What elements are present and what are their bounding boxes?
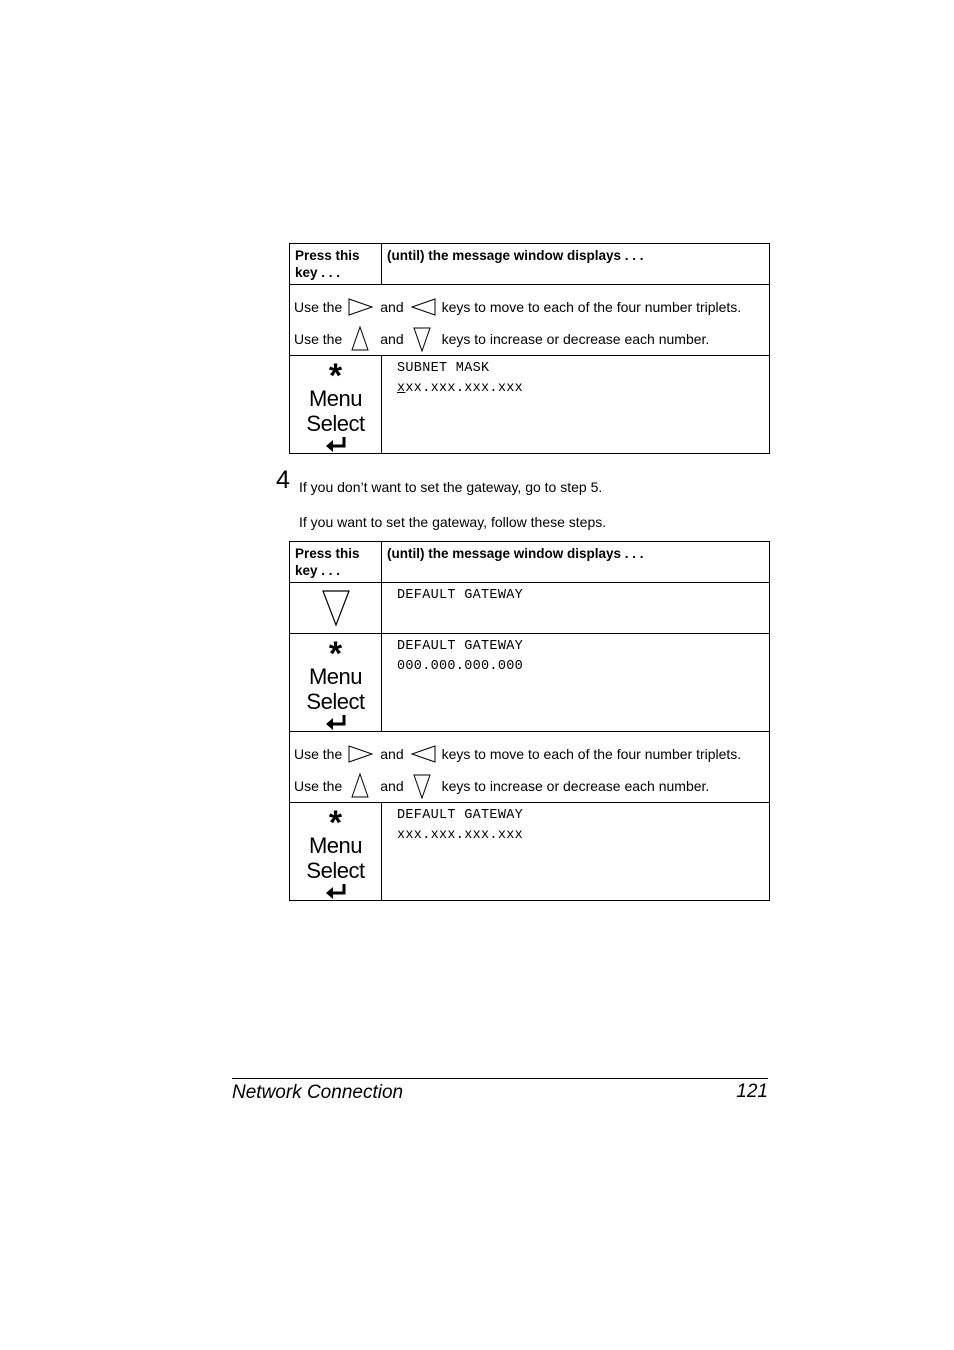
lcd-display-cell xyxy=(382,803,770,901)
down-arrow-key-icon xyxy=(321,589,351,627)
header-key-cell xyxy=(290,542,382,583)
key-sequence-table-1 xyxy=(289,243,770,454)
menu-select-key-icon: * Menu Select xyxy=(290,634,381,730)
menu-select-key-cell xyxy=(290,803,382,901)
menu-key-label: Menu xyxy=(308,386,363,411)
select-key-label: Select xyxy=(306,858,365,883)
left-arrow-key-icon xyxy=(410,297,436,317)
step-number: 4 xyxy=(276,466,290,494)
instruction-move-text: keys to move to each of the four number triplets. xyxy=(441,299,742,315)
lcd-cursor-char: x xyxy=(397,380,406,396)
menu-key-label: Menu xyxy=(308,664,363,689)
header-key-label: Press this key . . . xyxy=(295,248,360,280)
right-arrow-key-icon xyxy=(348,744,374,764)
instruction-line-change xyxy=(294,770,769,802)
menu-select-key-cell xyxy=(290,634,382,732)
lcd-line-2: xx.xxx.xxx.xxx xyxy=(405,380,524,396)
lcd-line-1: DEFAULT GATEWAY xyxy=(397,588,524,603)
lcd-display-cell xyxy=(382,356,770,454)
instruction-and-text: and xyxy=(380,746,404,762)
lcd-line-1: DEFAULT GATEWAY xyxy=(397,808,524,823)
menu-select-key-icon: * Menu Select xyxy=(290,803,381,899)
menu-select-key-icon: * Menu Select xyxy=(290,356,381,452)
lcd-display xyxy=(382,356,769,398)
instruction-and-text: and xyxy=(380,331,404,347)
menu-select-key-cell xyxy=(290,356,382,454)
select-key-label: Select xyxy=(306,689,365,714)
down-arrow-key-icon xyxy=(412,773,432,799)
lcd-line-1: SUBNET MASK xyxy=(397,361,490,376)
up-arrow-key-icon xyxy=(350,326,370,352)
header-display-cell xyxy=(382,542,770,583)
left-arrow-key-icon xyxy=(410,744,436,764)
footer-rule xyxy=(232,1078,768,1079)
step-text-skip: If you don’t want to set the gateway, go to step 5. xyxy=(299,479,603,495)
step-text-follow: If you want to set the gateway, follow these steps. xyxy=(299,514,607,530)
footer-page-number: 121 xyxy=(736,1081,768,1102)
lcd-line-1: DEFAULT GATEWAY xyxy=(397,639,524,654)
instruction-change-text: keys to increase or decrease each number. xyxy=(441,331,710,347)
instruction-line-change xyxy=(294,323,769,355)
right-arrow-key-icon xyxy=(348,297,374,317)
up-arrow-key-icon xyxy=(350,773,370,799)
menu-key-label: Menu xyxy=(308,833,363,858)
header-display-label: (until) the message window displays . . . xyxy=(387,546,644,561)
instruction-cell xyxy=(290,732,770,803)
enter-arrow-icon xyxy=(325,883,347,899)
lcd-display-cell xyxy=(382,634,770,732)
instruction-line-move xyxy=(294,738,769,770)
lcd-line-2: 000.000.000.000 xyxy=(397,658,524,674)
lcd-line-2: xxx.xxx.xxx.xxx xyxy=(397,827,524,843)
instruction-use-text: Use the xyxy=(294,299,343,315)
instruction-and-text: and xyxy=(380,299,404,315)
enter-arrow-icon xyxy=(325,436,347,452)
down-key-cell xyxy=(290,583,382,634)
footer-section-title: Network Connection xyxy=(232,1082,404,1103)
lcd-display xyxy=(382,634,769,676)
header-key-label: Press this key . . . xyxy=(295,546,360,578)
select-key-label: Select xyxy=(306,411,365,436)
header-key-cell xyxy=(290,244,382,285)
instruction-move-text: keys to move to each of the four number triplets. xyxy=(441,746,742,762)
lcd-display-cell xyxy=(382,583,770,634)
instruction-use-text: Use the xyxy=(294,331,343,347)
instruction-use-text: Use the xyxy=(294,746,343,762)
instruction-change-text: keys to increase or decrease each number. xyxy=(441,778,710,794)
lcd-display xyxy=(382,583,769,606)
instruction-and-text: and xyxy=(380,778,404,794)
key-sequence-table-2 xyxy=(289,541,770,901)
instruction-use-text: Use the xyxy=(294,778,343,794)
lcd-display xyxy=(382,803,769,845)
instruction-cell xyxy=(290,285,770,356)
down-arrow-key-icon xyxy=(412,326,432,352)
header-display-label: (until) the message window displays . . . xyxy=(387,248,644,263)
enter-arrow-icon xyxy=(325,714,347,730)
header-display-cell xyxy=(382,244,770,285)
instruction-line-move xyxy=(294,291,769,323)
